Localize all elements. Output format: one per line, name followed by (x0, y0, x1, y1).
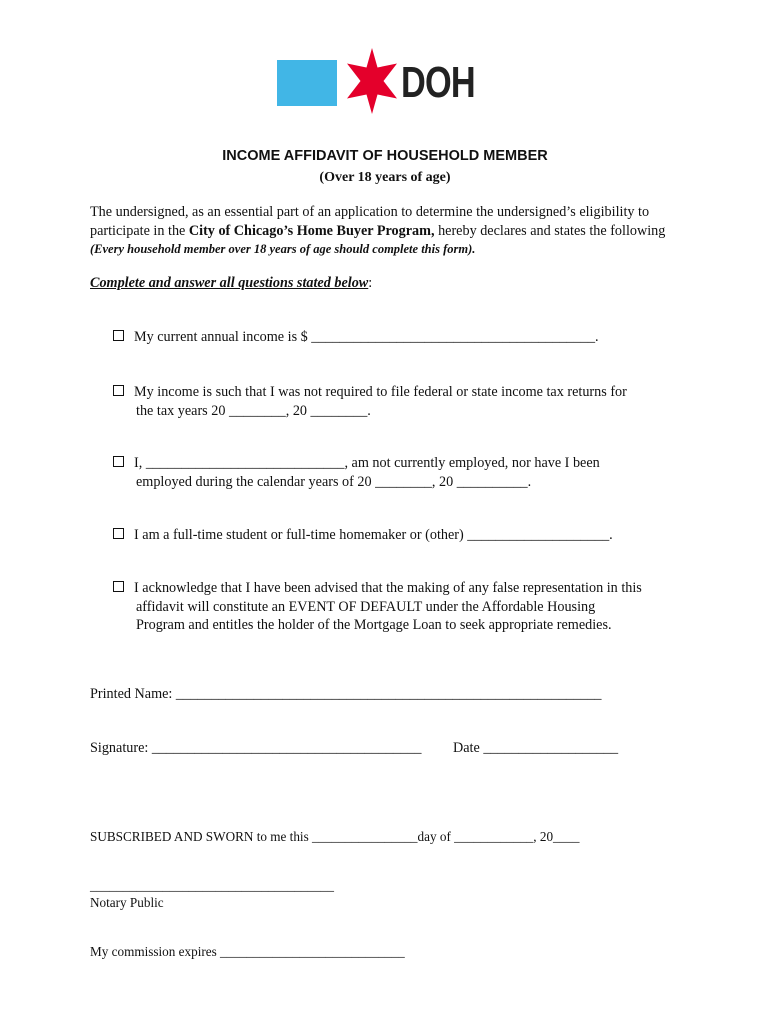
commission-expires-field[interactable]: My commission expires ____________________________ (90, 944, 405, 959)
notary-public-label: Notary Public (90, 895, 164, 910)
question-text: I am a full-time student or full-time homemaker or (other) ____________________. (134, 527, 613, 543)
form-title: INCOME AFFIDAVIT OF HOUSEHOLD MEMBER (222, 148, 548, 164)
intro-paragraph (90, 203, 690, 259)
checkbox-unemployed[interactable] (113, 456, 124, 467)
sworn-statement-field[interactable]: SUBSCRIBED AND SWORN to me this ________________day of ____________, 20____ (90, 829, 580, 844)
checkbox-income[interactable] (113, 330, 124, 341)
question-text: I acknowledge that I have been advised that the making of any false representation in this (134, 580, 642, 596)
intro-text-1: The undersigned, as an essential part of an application to determine the undersigned’s eligibility to participate in the (90, 204, 650, 239)
program-name: City of Chicago’s Home Buyer Program, (188, 222, 435, 239)
logo-blue-bar (277, 60, 337, 106)
instruction (90, 275, 372, 292)
notary-signature-line[interactable]: _____________________________________ (90, 878, 334, 893)
form-subtitle: (Over 18 years of age) (319, 170, 451, 185)
printed-name-field[interactable]: Printed Name: ____________________________________________________________ (90, 686, 602, 702)
chicago-star-icon (343, 48, 401, 114)
instruction-colon: : (368, 275, 373, 291)
date-field[interactable]: Date ___________________ (453, 740, 619, 756)
intro-text-2: hereby declares and states the following (434, 222, 666, 239)
doh-logo (277, 48, 487, 114)
question-student-homemaker (113, 526, 698, 545)
question-acknowledge (113, 579, 698, 635)
question-text-cont: employed during the calendar years of 20 ________, 20 __________. (136, 473, 532, 490)
checkbox-student-homemaker[interactable] (113, 528, 124, 539)
checkbox-acknowledge[interactable] (113, 581, 124, 592)
instruction-label: Complete and answer all questions stated below (90, 275, 369, 291)
intro-note: (Every household member over 18 years of age should complete this form). (90, 242, 476, 256)
question-text: I, ____________________________, am not currently employed, nor have I been (134, 455, 600, 471)
question-text-cont: affidavit will constitute an EVENT OF DEFAULT under the Affordable Housing (136, 598, 596, 615)
checkbox-no-tax-return[interactable] (113, 385, 124, 396)
question-text-cont: Program and entitles the holder of the Mortgage Loan to seek appropriate remedies. (136, 617, 612, 633)
question-unemployed (113, 454, 698, 491)
question-no-tax-return (113, 383, 698, 420)
logo-text: DOH (401, 58, 475, 107)
signature-field[interactable]: Signature: ______________________________________ (90, 740, 422, 756)
question-text: My income is such that I was not required to file federal or state income tax returns for (134, 384, 627, 400)
question-text: My current annual income is $ ________________________________________. (134, 329, 599, 345)
question-income (113, 328, 698, 347)
question-text-cont: the tax years 20 ________, 20 ________. (136, 402, 371, 419)
